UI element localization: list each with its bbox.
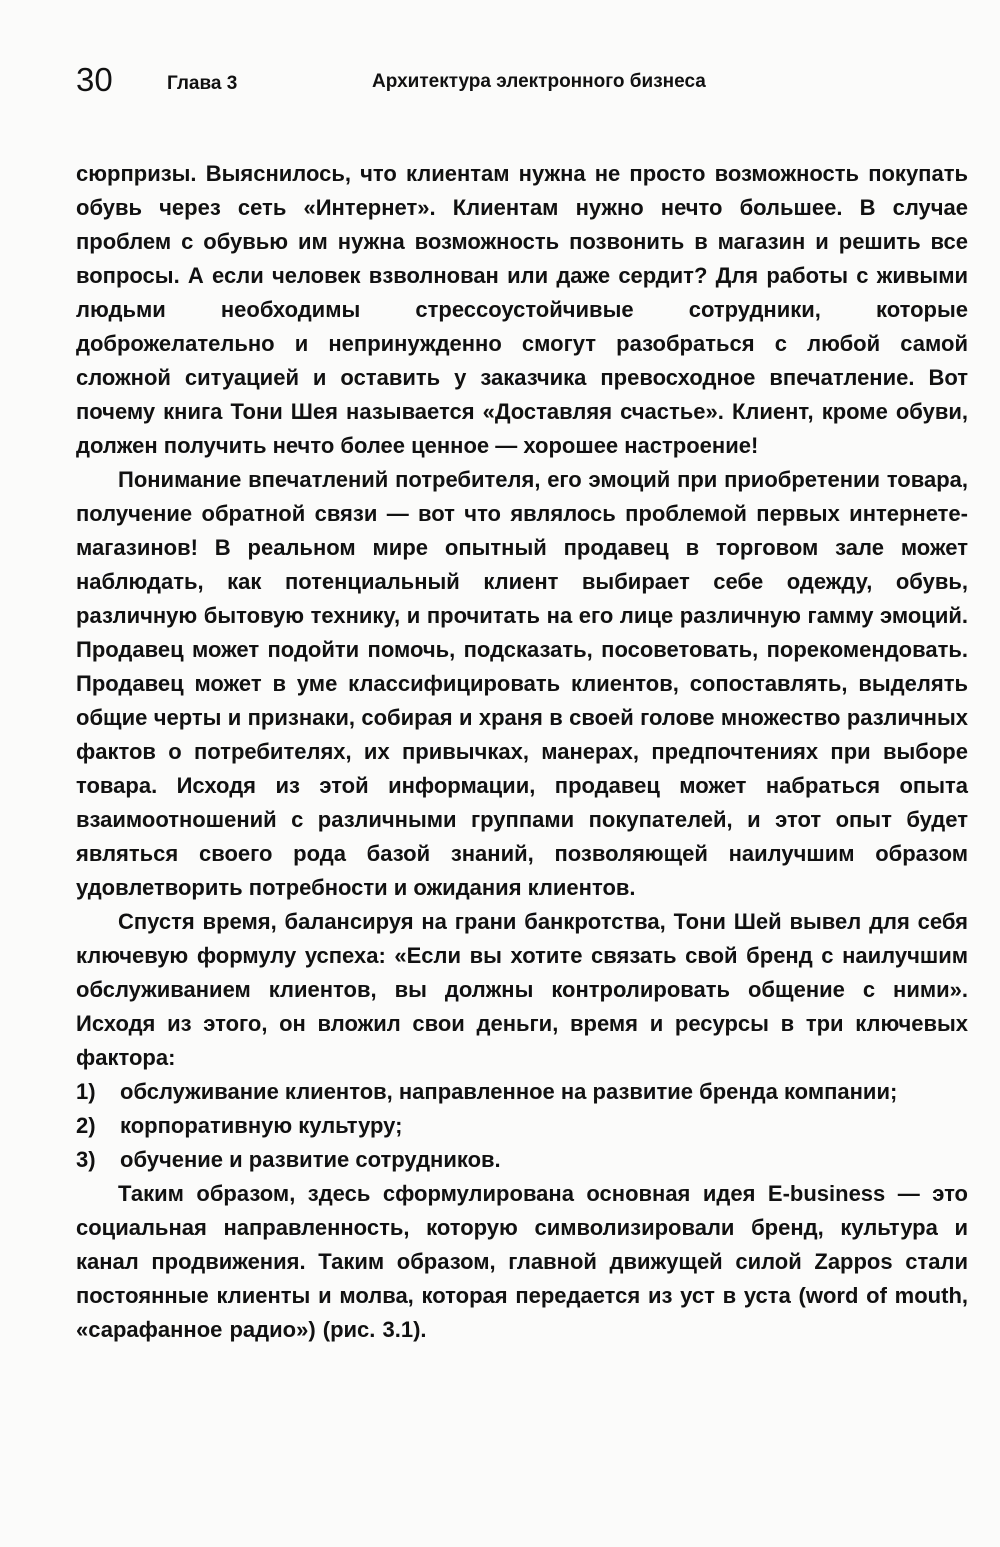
running-header [76, 62, 966, 102]
page-number: 30 [76, 61, 113, 98]
list-text-2: корпоративную культуру; [120, 1113, 403, 1138]
list-item-1 [76, 1075, 968, 1109]
chapter-label: Глава 3 [167, 73, 238, 94]
list-marker-3: 3) [76, 1147, 96, 1172]
list-item-3 [76, 1143, 968, 1177]
closing-paragraph: Таким образом, здесь сформулирована основная идея E-business — это социальная направленность, которую символизировали бренд, культура и канал продвижения. Таким образом, главной движущей силой Zappos стали постоянные клиенты и молва, которая передается из уст в уста (word of mouth, «сарафанное радио») (рис. 3.1). [76, 1181, 968, 1342]
list-marker-2: 2) [76, 1113, 96, 1138]
paragraph-3: Спустя время, балансируя на грани банкротства, Тони Шей вывел для себя ключевую формулу успеха: «Если вы хотите связать свой бренд с наилучшим обслуживанием клиентов, вы должны контролировать общение с ними». Исходя из этого, он вложил свои деньги, время и ресурсы в три ключевых фактора: [76, 909, 968, 1070]
page-text [76, 157, 968, 1347]
list-text-1: обслуживание клиентов, направленное на развитие бренда компании; [120, 1079, 898, 1104]
key-factors-list [76, 1075, 968, 1177]
list-marker-1: 1) [76, 1079, 96, 1104]
running-title: Архитектура электронного бизнеса [372, 71, 706, 92]
paragraph-2: Понимание впечатлений потребителя, его эмоций при приобретении товара, получение обратной связи — вот что являлось проблемой первых интернете-магазинов! В реальном мире опытный продавец в торговом зале может наблюдать, как потенциальный клиент выбирает себе одежду, обувь, различную бытовую технику, и прочитать на его лице различную гамму эмоций. Продавец может подойти помочь, подсказать, посоветовать, порекомендовать. Продавец может в уме классифицировать клиентов, сопоставлять, выделять общие черты и признаки, собирая и храня в своей голове множество различных фактов о потребителях, их привычках, манерах, предпочтениях при выборе товара. Исходя из этой информации, продавец может набраться опыта взаимоотношений с различными группами покупателей, и этот опыт будет являться своего рода базой знаний, позволяющей наилучшим образом удовлетворить потребности и ожидания клиентов. [76, 467, 968, 900]
paragraph-1: сюрпризы. Выяснилось, что клиентам нужна не просто возможность покупать обувь через сеть «Интернет». Клиентам нужно нечто большее. В случае проблем с обувью им нужна возможность позвонить в магазин и решить все вопросы. А если человек взволнован или даже сердит? Для работы с живыми людьми необходимы стрессоустойчивые сотрудники, которые доброжелательно и непринужденно смогут разобраться с любой самой сложной ситуацией и оставить у заказчика превосходное впечатление. Вот почему книга Тони Шея называется «Доставляя счастье». Клиент, кроме обуви, должен получить нечто более ценное — хорошее настроение! [76, 161, 968, 458]
list-text-3: обучение и развитие сотрудников. [120, 1147, 501, 1172]
list-item-2 [76, 1109, 968, 1143]
